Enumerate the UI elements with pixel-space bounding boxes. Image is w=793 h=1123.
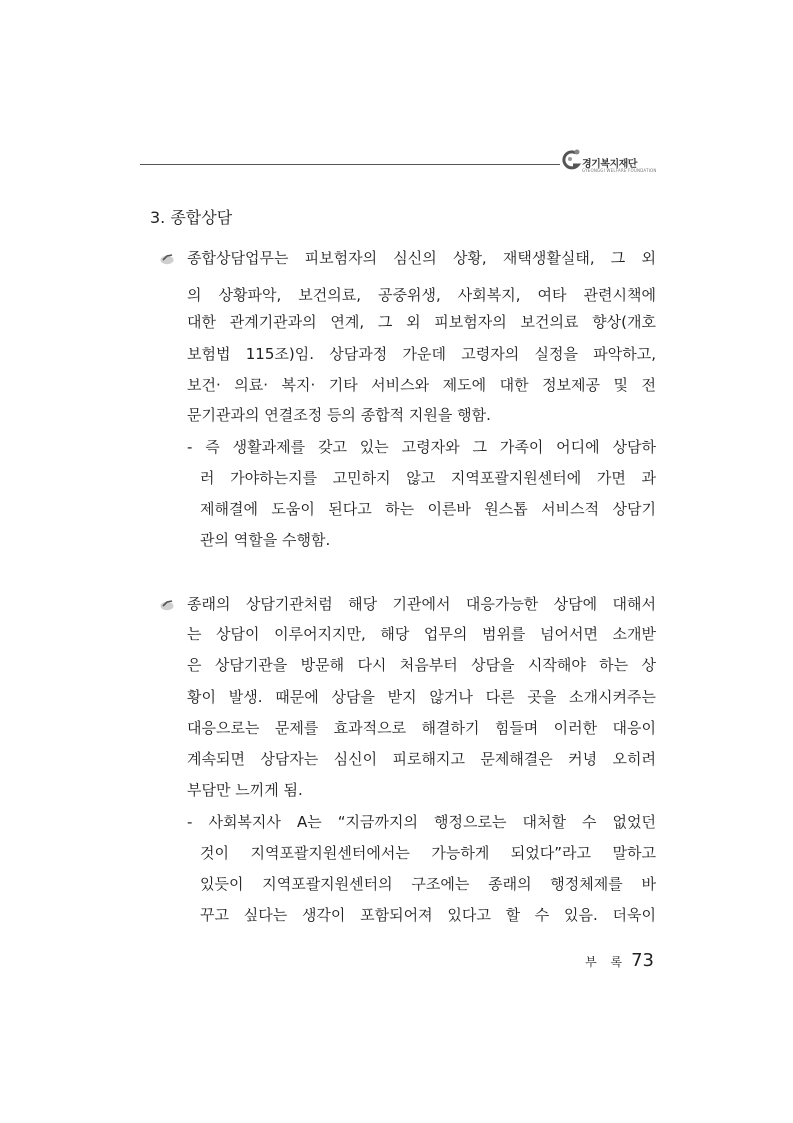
page-number-value: 73	[631, 950, 654, 971]
logo-name: 경기복지재단	[582, 159, 637, 170]
section-title: 3. 종합상담	[150, 208, 233, 227]
paragraph-line: 의 상황파악, 보건의료, 공중위생, 사회복지, 여타 관련시책에	[187, 286, 656, 304]
header-rule	[140, 164, 560, 165]
sub-item-line: 있듯이 지역포괄지원센터의 구조에는 종래의 행정체제를 바	[200, 875, 656, 893]
page-label: 부 록	[585, 955, 628, 969]
paragraph-line: 문기관과의 연결조정 등의 종합적 지원을 행함.	[187, 406, 491, 424]
foundation-logo	[562, 148, 662, 178]
paragraph-line: 황이 발생. 때문에 상담을 받지 않거나 다른 곳을 소개시켜주는	[187, 688, 656, 706]
paragraph-line: 계속되면 상담자는 심신이 피로해지고 문제해결은 커녕 오히려	[187, 750, 656, 768]
sub-item-line: - 사회복지사 A는 “지금까지의 행정으로는 대처할 수 없었던	[187, 813, 656, 831]
sub-item-line: 관의 역할을 수행함.	[200, 531, 331, 549]
paragraph-line: 보건· 의료· 복지· 기타 서비스와 제도에 대한 정보제공 및 전	[187, 376, 656, 394]
sub-item-line: 것이 지역포괄지원센터에서는 가능하게 되었다”라고 말하고	[200, 844, 656, 862]
paragraph-line: 보험법 115조)임. 상담과정 가운데 고령자의 실정을 파악하고,	[187, 345, 656, 363]
paragraph-line: 종래의 상담기관처럼 해당 기관에서 대응가능한 상담에 대해서	[187, 595, 656, 613]
logo-subtitle: GYEONGGI WELFARE FOUNDATION	[582, 168, 657, 173]
paragraph-line: 은 상담기관을 방문해 다시 처음부터 상담을 시작해야 하는 상	[187, 656, 656, 674]
paragraph-line: 부담만 느끼게 됨.	[187, 781, 303, 799]
paragraph-line: 대응으로는 문제를 효과적으로 해결하기 힘들며 이러한 대응이	[187, 719, 656, 737]
page-number	[585, 950, 654, 971]
sub-item-line: 제해결에 도움이 된다고 하는 이른바 원스톱 서비스적 상담기	[200, 500, 656, 518]
bullet-icon	[160, 251, 176, 265]
paragraph-line: 대한 관계기관과의 연계, 그 외 피보험자의 보건의료 향상(개호	[187, 313, 656, 331]
foundation-logo-icon	[562, 148, 582, 174]
paragraph-line: 는 상담이 이루어지지만, 해당 업무의 범위를 넘어서면 소개받	[187, 625, 656, 643]
sub-item-line: 러 가야하는지를 고민하지 않고 지역포괄지원센터에 가면 과	[200, 469, 656, 487]
bullet-icon	[160, 597, 176, 611]
sub-item-line: 꾸고 싶다는 생각이 포함되어져 있다고 할 수 있음. 더욱이	[200, 906, 656, 924]
paragraph-line: 종합상담업무는 피보험자의 심신의 상황, 재택생활실태, 그 외	[187, 249, 656, 267]
sub-item-line: - 즉 생활과제를 갖고 있는 고령자와 그 가족이 어디에 상담하	[187, 438, 656, 456]
